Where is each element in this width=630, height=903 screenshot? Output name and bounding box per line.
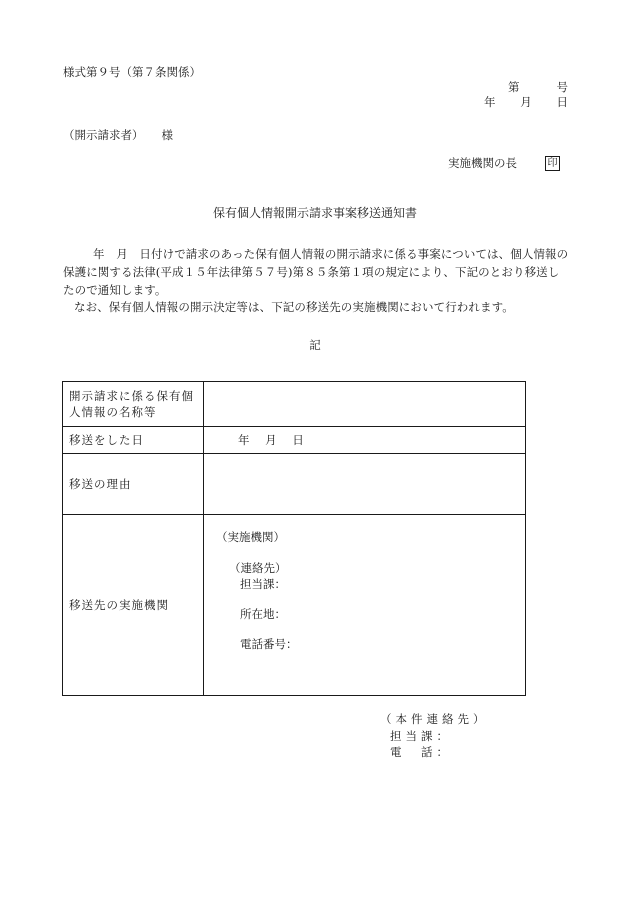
contact-phone-label: 電 話： xyxy=(390,745,452,760)
info-name-value[interactable] xyxy=(204,382,526,427)
body-paragraph-1: 年 月 日付けで請求のあった保有個人情報の開示請求に係る事案については、個人情報の保護に関する法律(平成１５年法律第５７号)第８５条第１項の規定により、下記のとおり移送したので通知します。 xyxy=(63,247,569,297)
table-row xyxy=(63,427,526,454)
table-row xyxy=(63,515,526,696)
number-suffix: 号 xyxy=(556,80,568,94)
table-row xyxy=(63,454,526,515)
destination-agency-heading: （実施機関） xyxy=(216,530,285,544)
document-number-line xyxy=(508,79,568,95)
transfer-date-year: 年 xyxy=(238,432,250,447)
contact-heading: （本件連絡先） xyxy=(380,712,489,726)
form-number-label: 様式第９号（第７条関係） xyxy=(63,65,201,79)
requester-label: （開示請求者） xyxy=(63,128,144,142)
destination-details xyxy=(204,515,525,695)
destination-phone-label: 電話番号： xyxy=(240,637,298,651)
transfer-date-day: 日 xyxy=(292,432,304,447)
date-year: 年 xyxy=(484,95,496,109)
contact-block xyxy=(380,711,489,761)
transfer-reason-label: 移送の理由 xyxy=(63,454,204,515)
transfer-details-table xyxy=(62,381,526,696)
requester-line xyxy=(63,127,173,143)
destination-address-label: 所在地： xyxy=(240,607,286,621)
seal-stamp-box: 印 xyxy=(545,156,560,171)
document-title: 保有個人情報開示請求事案移送通知書 xyxy=(212,206,417,220)
destination-contact-heading: （連絡先） xyxy=(229,561,287,575)
transfer-date-label: 移送をした日 xyxy=(63,427,204,454)
transfer-reason-value[interactable] xyxy=(204,454,526,515)
agency-head-label: 実施機関の長 xyxy=(448,156,517,170)
contact-section-label: 担当課： xyxy=(390,728,452,743)
table-row xyxy=(63,382,526,427)
body-text xyxy=(63,246,569,317)
info-name-label: 開示請求に係る保有個人情報の名称等 xyxy=(63,382,204,427)
destination-agency-value[interactable] xyxy=(204,515,526,696)
destination-agency-label: 移送先の実施機関 xyxy=(63,515,204,696)
agency-head-line xyxy=(448,155,560,171)
date-day: 日 xyxy=(556,95,568,109)
body-paragraph-2: なお、保有個人情報の開示決定等は、下記の移送先の実施機関において行われます。 xyxy=(74,300,514,315)
requester-honorific: 様 xyxy=(161,128,173,142)
date-month: 月 xyxy=(520,95,532,109)
destination-section-label: 担当課： xyxy=(240,577,286,591)
number-prefix: 第 xyxy=(508,80,520,94)
ki-heading: 記 xyxy=(309,338,321,352)
issue-date-line xyxy=(484,94,568,110)
transfer-date-value[interactable] xyxy=(204,427,526,454)
transfer-date-month: 月 xyxy=(265,432,277,447)
